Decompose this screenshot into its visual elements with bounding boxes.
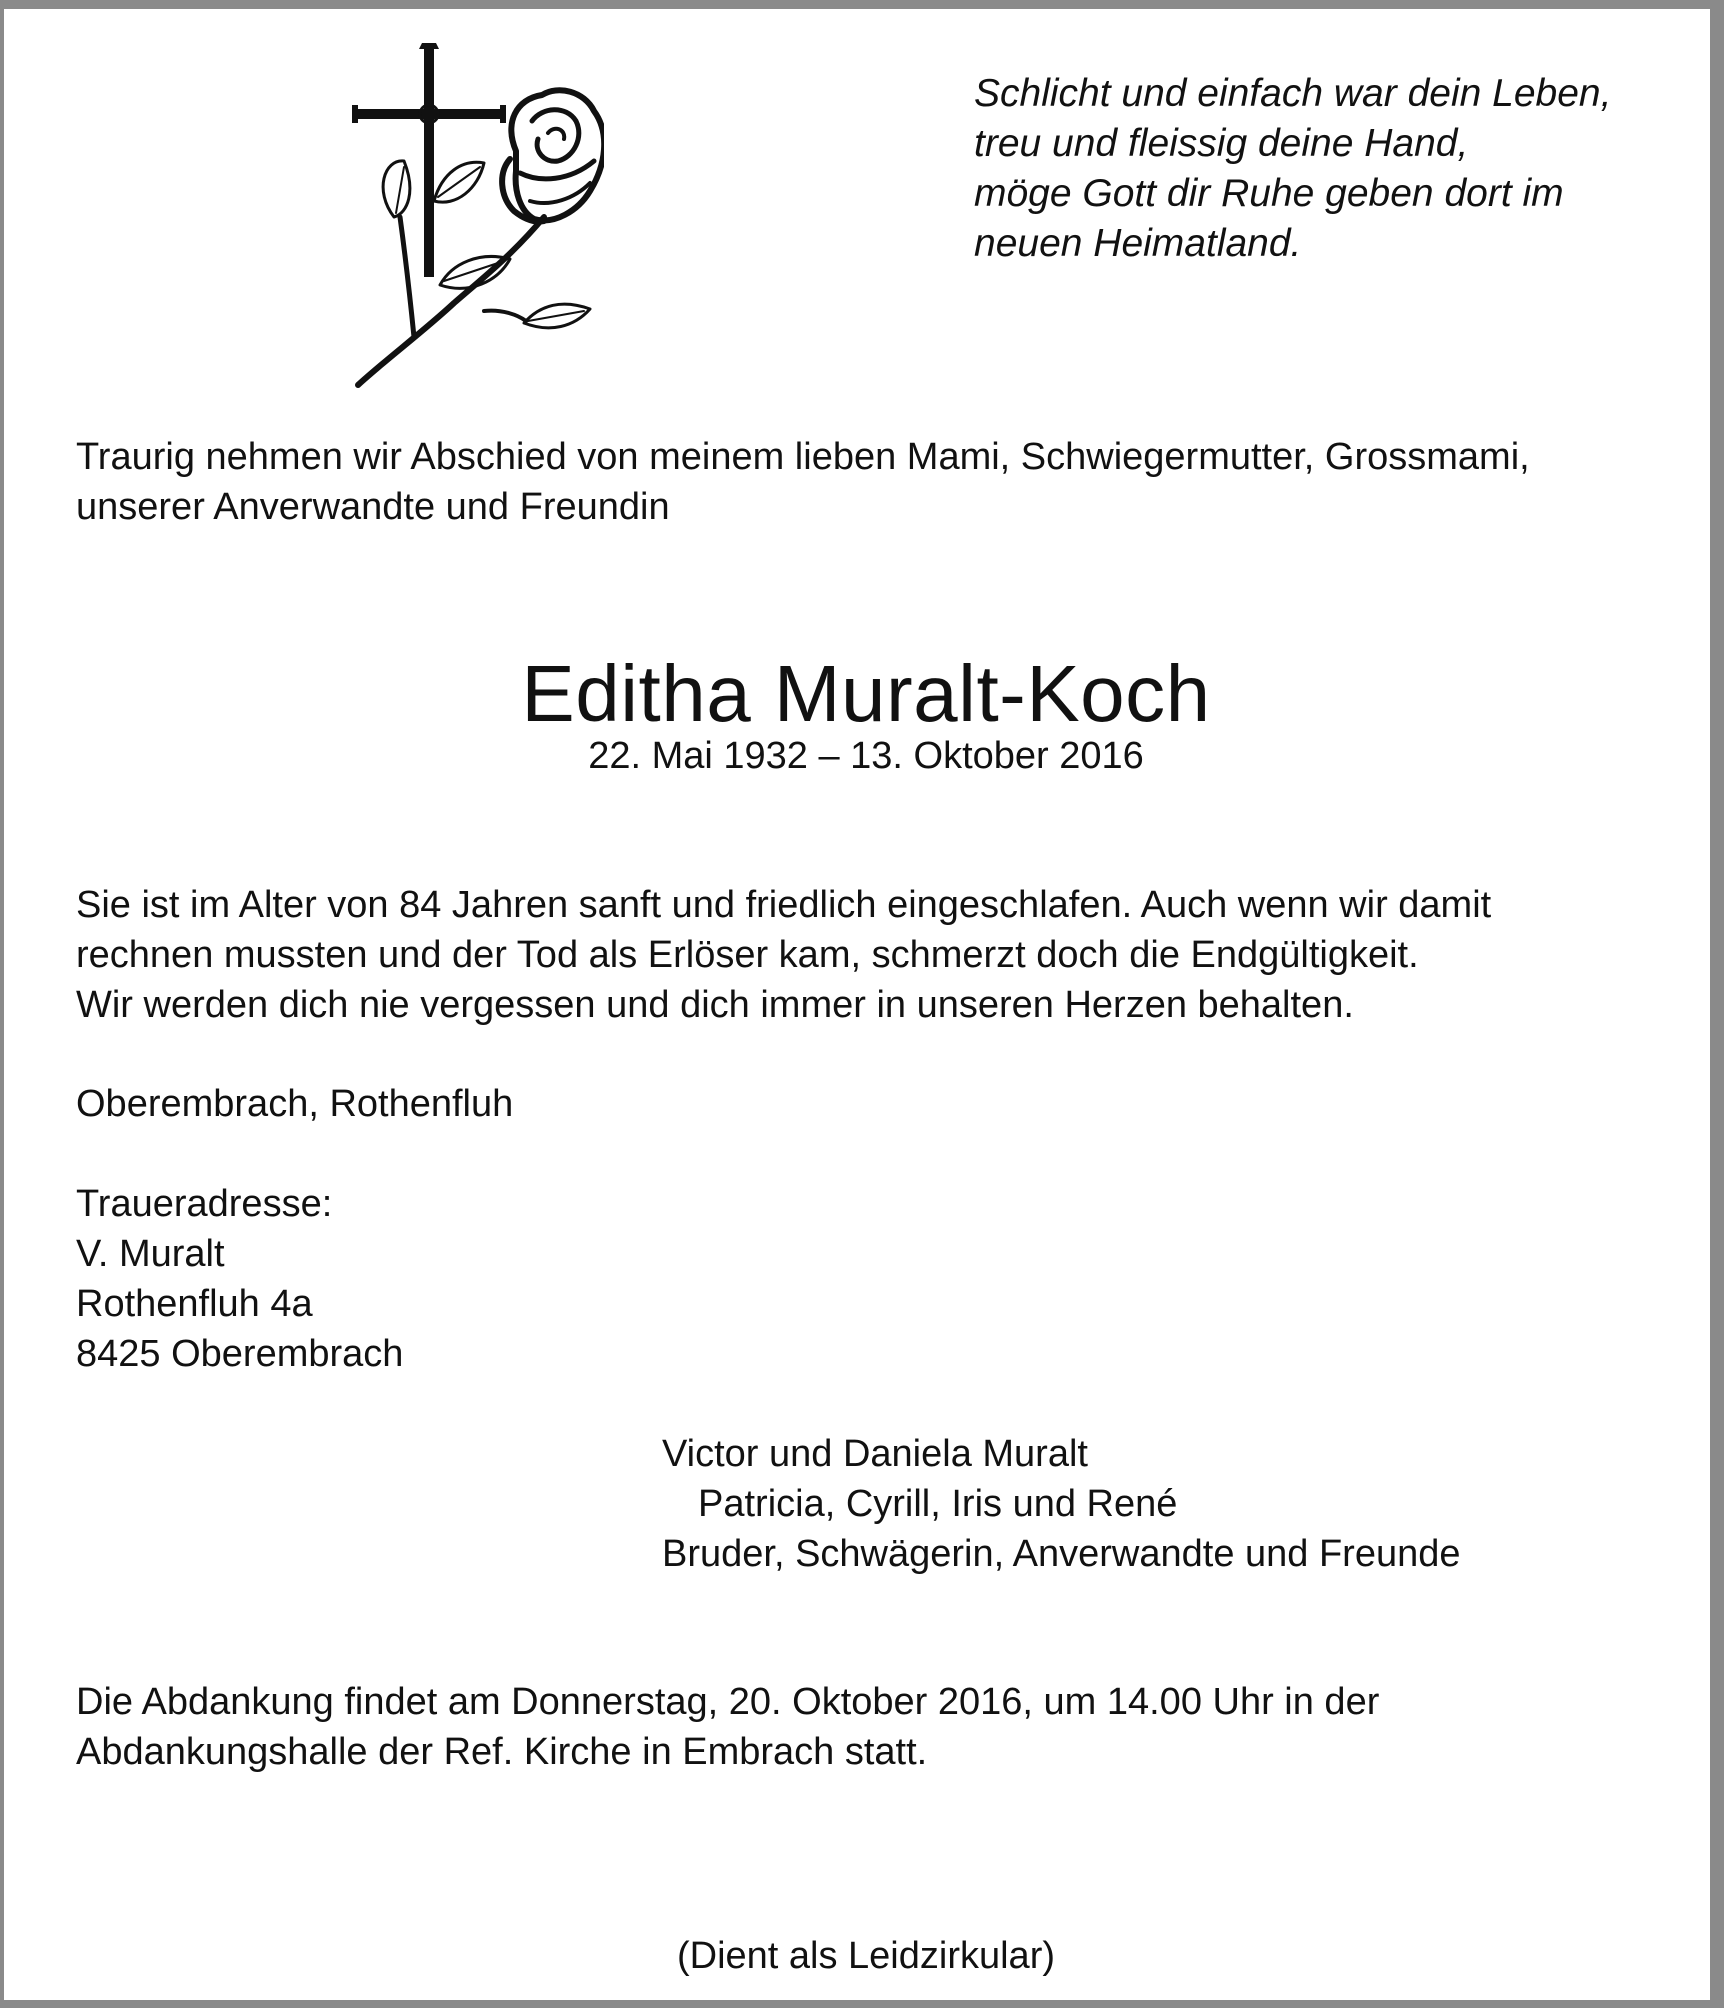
family-signature: [662, 1429, 1461, 1579]
ceremony-text: [76, 1677, 1379, 1777]
poem-line: Schlicht und einfach war dein Leben,: [974, 72, 1612, 115]
intro-line: unserer Anverwandte und Freundin: [76, 486, 670, 528]
ceremony-line: Die Abdankung findet am Donnerstag, 20. Oktober 2016, um 14.00 Uhr in der: [76, 1681, 1380, 1723]
message-text: [76, 880, 1491, 1030]
message-line: Wir werden dich nie vergessen und dich immer in unseren Herzen behalten.: [76, 984, 1354, 1026]
intro-text: [76, 432, 1530, 532]
address-line: V. Muralt: [76, 1233, 225, 1275]
poem-line: neuen Heimatland.: [974, 222, 1302, 265]
ceremony-line: Abdankungshalle der Ref. Kirche in Embrach statt.: [76, 1731, 928, 1773]
place-line: Oberembrach, Rothenfluh: [76, 1083, 514, 1125]
poem-line: treu und fleissig deine Hand,: [974, 122, 1469, 165]
place-text: [76, 1079, 513, 1129]
footer-note: (Dient als Leidzirkular): [676, 1935, 1055, 1977]
life-dates: 22. Mai 1932 – 13. Oktober 2016: [588, 735, 1144, 777]
poem-line: möge Gott dir Ruhe geben dort im: [974, 172, 1564, 215]
deceased-name: Editha Muralt-Koch: [521, 649, 1211, 738]
address-label: Traueradresse:: [76, 1183, 333, 1225]
poem: [974, 69, 1611, 269]
intro-line: Traurig nehmen wir Abschied von meinem lieben Mami, Schwiegermutter, Grossmami,: [76, 436, 1530, 478]
address-line: Rothenfluh 4a: [76, 1283, 313, 1325]
message-line: rechnen mussten und der Tod als Erlöser kam, schmerzt doch die Endgültigkeit.: [76, 934, 1419, 976]
address-line: 8425 Oberembrach: [76, 1333, 404, 1375]
family-line: Patricia, Cyrill, Iris und René: [698, 1483, 1178, 1525]
mourning-address: [76, 1179, 403, 1379]
family-line: Bruder, Schwägerin, Anverwandte und Freunde: [662, 1533, 1461, 1575]
message-line: Sie ist im Alter von 84 Jahren sanft und friedlich eingeschlafen. Auch wenn wir damit: [76, 884, 1492, 926]
family-line: Victor und Daniela Muralt: [662, 1433, 1088, 1475]
cross-and-rose-icon: [344, 41, 604, 391]
